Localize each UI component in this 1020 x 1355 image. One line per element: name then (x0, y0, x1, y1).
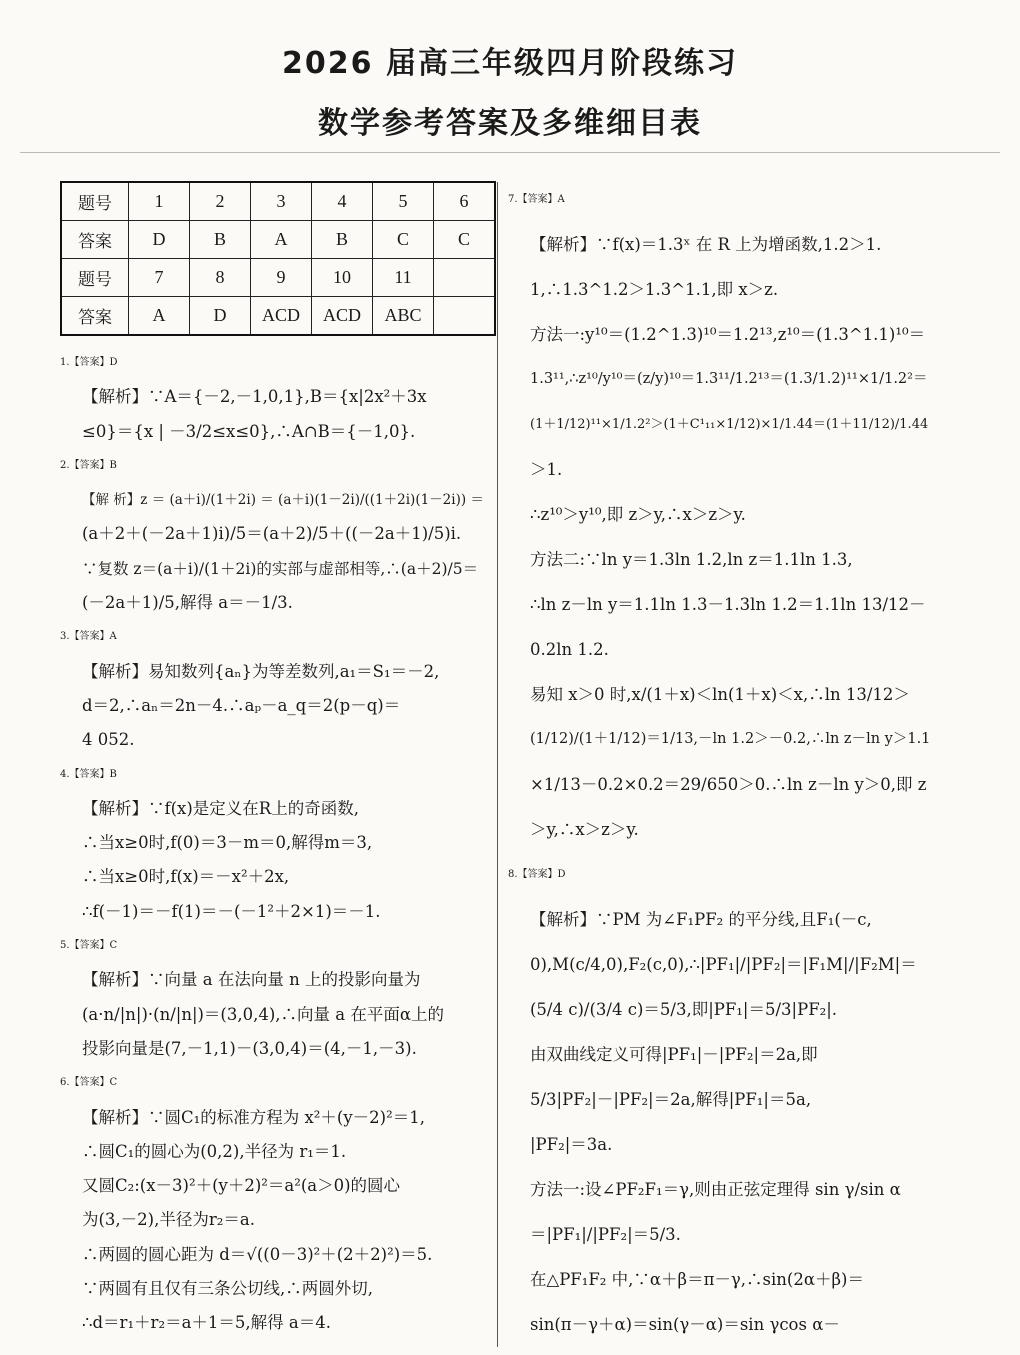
solution-line: 0.2ln 1.2. (530, 640, 609, 659)
table-cell: 答案 (61, 297, 129, 336)
solution-line: (1/12)/(1＋1/12)＝1/13,－ln 1.2＞－0.2,∴ln z－ln y＞1.1 (530, 731, 931, 747)
answer-heading: 8.【答案】D (508, 869, 566, 880)
table-cell: 题号 (61, 259, 129, 297)
solution-line: 方法一:设∠PF₂F₁＝γ,则由正弦定理得 sin γ/sin α (530, 1180, 901, 1199)
answer-heading: 4.【答案】B (60, 768, 117, 780)
solution-line: 易知 x＞0 时,x/(1＋x)＜ln(1＋x)＜x,∴ln 13/12＞ (530, 685, 910, 704)
table-cell: D (190, 297, 251, 336)
solution-line: 4 052. (82, 730, 135, 750)
solution-line: ＞y,∴x＞z＞y. (530, 820, 639, 839)
answer-heading: 5.【答案】C (60, 940, 118, 952)
solution-line: ∴圆C₁的圆心为(0,2),半径为 r₁＝1. (82, 1141, 347, 1161)
solution-line: ＞1. (530, 460, 563, 479)
table-cell: 8 (190, 259, 251, 297)
solution-line: 【解析】∵圆C₁的标准方程为 x²＋(y－2)²＝1, (82, 1107, 425, 1127)
table-cell: 3 (251, 182, 312, 221)
answer-heading: 3.【答案】A (60, 631, 117, 643)
solution-line: (－2a＋1)/5,解得 a＝－1/3. (82, 593, 293, 613)
solution-line: |PF₂|＝3a. (530, 1135, 613, 1154)
table-row (61, 297, 495, 336)
title-rule (20, 152, 1000, 153)
solution-line: 投影向量是(7,－1,1)－(3,0,4)＝(4,－1,－3). (82, 1038, 417, 1058)
solution-line: ∴f(－1)＝－f(1)＝－(－1²＋2×1)＝－1. (82, 901, 381, 921)
solution-line: ∴d＝r₁＋r₂＝a＋1＝5,解得 a＝4. (82, 1313, 331, 1333)
answer-table (60, 181, 496, 336)
solution-line: ∴z¹⁰＞y¹⁰,即 z＞y,∴x＞z＞y. (530, 505, 746, 524)
table-cell: 4 (312, 182, 373, 221)
solution-line: 为(3,－2),半径为r₂＝a. (82, 1210, 255, 1230)
column-divider (497, 182, 498, 1347)
solution-line: sin(π－γ＋α)＝sin(γ－α)＝sin γcos α－ (530, 1315, 840, 1334)
table-cell: 答案 (61, 221, 129, 259)
answer-heading: 2.【答案】B (60, 459, 117, 471)
table-cell (434, 297, 496, 336)
table-cell: 5 (373, 182, 434, 221)
table-cell (434, 259, 496, 297)
table-cell: ACD (251, 297, 312, 336)
table-row (61, 182, 495, 221)
table-cell: C (373, 221, 434, 259)
table-row (61, 259, 495, 297)
solution-line: ∵两圆有且仅有三条公切线,∴两圆外切, (82, 1279, 373, 1299)
table-row (61, 221, 495, 259)
solution-line: (5/4 c)/(3/4 c)＝5/3,即|PF₁|＝5/3|PF₂|. (530, 1000, 838, 1019)
solution-line: 由双曲线定义可得|PF₁|－|PF₂|＝2a,即 (530, 1045, 818, 1064)
solution-line: 1.3¹¹,∴z¹⁰/y¹⁰＝(z/y)¹⁰＝1.3¹¹/1.2¹³＝(1.3/1.2)¹¹×1/1.2²＝ (530, 371, 928, 387)
table-cell: C (434, 221, 496, 259)
solution-line: ∴两圆的圆心距为 d＝√((0－3)²＋(2＋2)²)＝5. (82, 1244, 433, 1264)
right-column (510, 177, 934, 1347)
table-cell: 2 (190, 182, 251, 221)
solution-line: 【解 析】z ＝ (a＋i)/(1＋2i) ＝ (a＋i)(1－2i)/((1＋2i)(1－2i)) ＝ (82, 492, 484, 509)
table-cell: A (129, 297, 190, 336)
solution-line: 又圆C₂:(x－3)²＋(y＋2)²＝a²(a＞0)的圆心 (82, 1176, 401, 1196)
solution-line: ∴当x≥0时,f(x)＝－x²＋2x, (82, 867, 290, 887)
solution-line: (a·n/|n|)·(n/|n|)＝(3,0,4),∴向量 a 在平面α上的 (82, 1004, 445, 1024)
table-cell: ACD (312, 297, 373, 336)
table-cell: 9 (251, 259, 312, 297)
answer-heading: 7.【答案】A (508, 194, 565, 205)
solution-line: ∴当x≥0时,f(0)＝3－m＝0,解得m＝3, (82, 833, 373, 853)
solution-line: 5/3|PF₂|－|PF₂|＝2a,解得|PF₁|＝5a, (530, 1090, 812, 1109)
table-cell: 7 (129, 259, 190, 297)
answer-heading: 1.【答案】D (60, 357, 118, 368)
table-cell: A (251, 221, 312, 259)
solution-line: 方法二:∵ln y＝1.3ln 1.2,ln z＝1.1ln 1.3, (530, 550, 853, 569)
table-cell: 11 (373, 259, 434, 297)
solution-line: ×1/13－0.2×0.2＝29/650＞0.∴ln z－ln y＞0,即 z (530, 775, 927, 794)
solution-line: 在△PF₁F₂ 中,∵α＋β＝π－γ,∴sin(2α＋β)＝ (530, 1270, 864, 1289)
solution-line: 【解析】易知数列{aₙ}为等差数列,a₁＝S₁＝－2, (82, 661, 440, 681)
solution-line: 【解析】∵A＝{－2,－1,0,1},B＝{x|2x²＋3x (82, 387, 427, 407)
solution-line: 0),M(c/4,0),F₂(c,0),∴|PF₁|/|PF₂|＝|F₁M|/|F₂M|＝ (530, 955, 917, 974)
solution-line: ≤0}＝{x | －3/2≤x≤0},∴A∩B＝{－1,0}. (82, 421, 416, 441)
solution-line: 【解析】∵f(x)＝1.3ˣ 在 R 上为增函数,1.2＞1. (530, 235, 882, 254)
solution-line: d＝2,∴aₙ＝2n－4.∴aₚ－a_q＝2(p－q)＝ (82, 695, 401, 715)
solution-line: 方法一:y¹⁰＝(1.2^1.3)¹⁰＝1.2¹³,z¹⁰＝(1.3^1.1)¹⁰＝ (530, 325, 926, 344)
solution-line: (1＋1/12)¹¹×1/1.2²＞(1＋C¹₁₁×1/12)×1/1.44＝(1＋11/12)/1.44 (530, 417, 929, 432)
solution-line: ∴ln z－ln y＝1.1ln 1.3－1.3ln 1.2＝1.1ln 13/12－ (530, 595, 926, 614)
page-subtitle: 数学参考答案及多维细目表 (318, 106, 702, 141)
solution-line: 【解析】∵向量 a 在法向量 n 上的投影向量为 (82, 970, 421, 990)
table-cell: B (312, 221, 373, 259)
table-cell: B (190, 221, 251, 259)
table-cell: 10 (312, 259, 373, 297)
solution-line: ＝|PF₁|/|PF₂|＝5/3. (530, 1225, 681, 1244)
table-cell: 题号 (61, 182, 129, 221)
table-cell: 6 (434, 182, 496, 221)
left-column (62, 346, 490, 1341)
solution-line: 【解析】∵f(x)是定义在R上的奇函数, (82, 798, 359, 818)
page-title: 2026 届高三年级四月阶段练习 (282, 46, 738, 81)
solution-line: ∵复数 z＝(a＋i)/(1＋2i)的实部与虚部相等,∴(a＋2)/5＝ (82, 559, 479, 578)
solution-line: 1,∴1.3^1.2＞1.3^1.1,即 x＞z. (530, 280, 779, 299)
table-cell: ABC (373, 297, 434, 336)
table-cell: 1 (129, 182, 190, 221)
answer-heading: 6.【答案】C (60, 1077, 118, 1089)
table-cell: D (129, 221, 190, 259)
solution-line: (a＋2＋(－2a＋1)i)/5＝(a＋2)/5＋((－2a＋1)/5)i. (82, 524, 462, 544)
solution-line: 【解析】∵PM 为∠F₁PF₂ 的平分线,且F₁(－c, (530, 910, 872, 929)
